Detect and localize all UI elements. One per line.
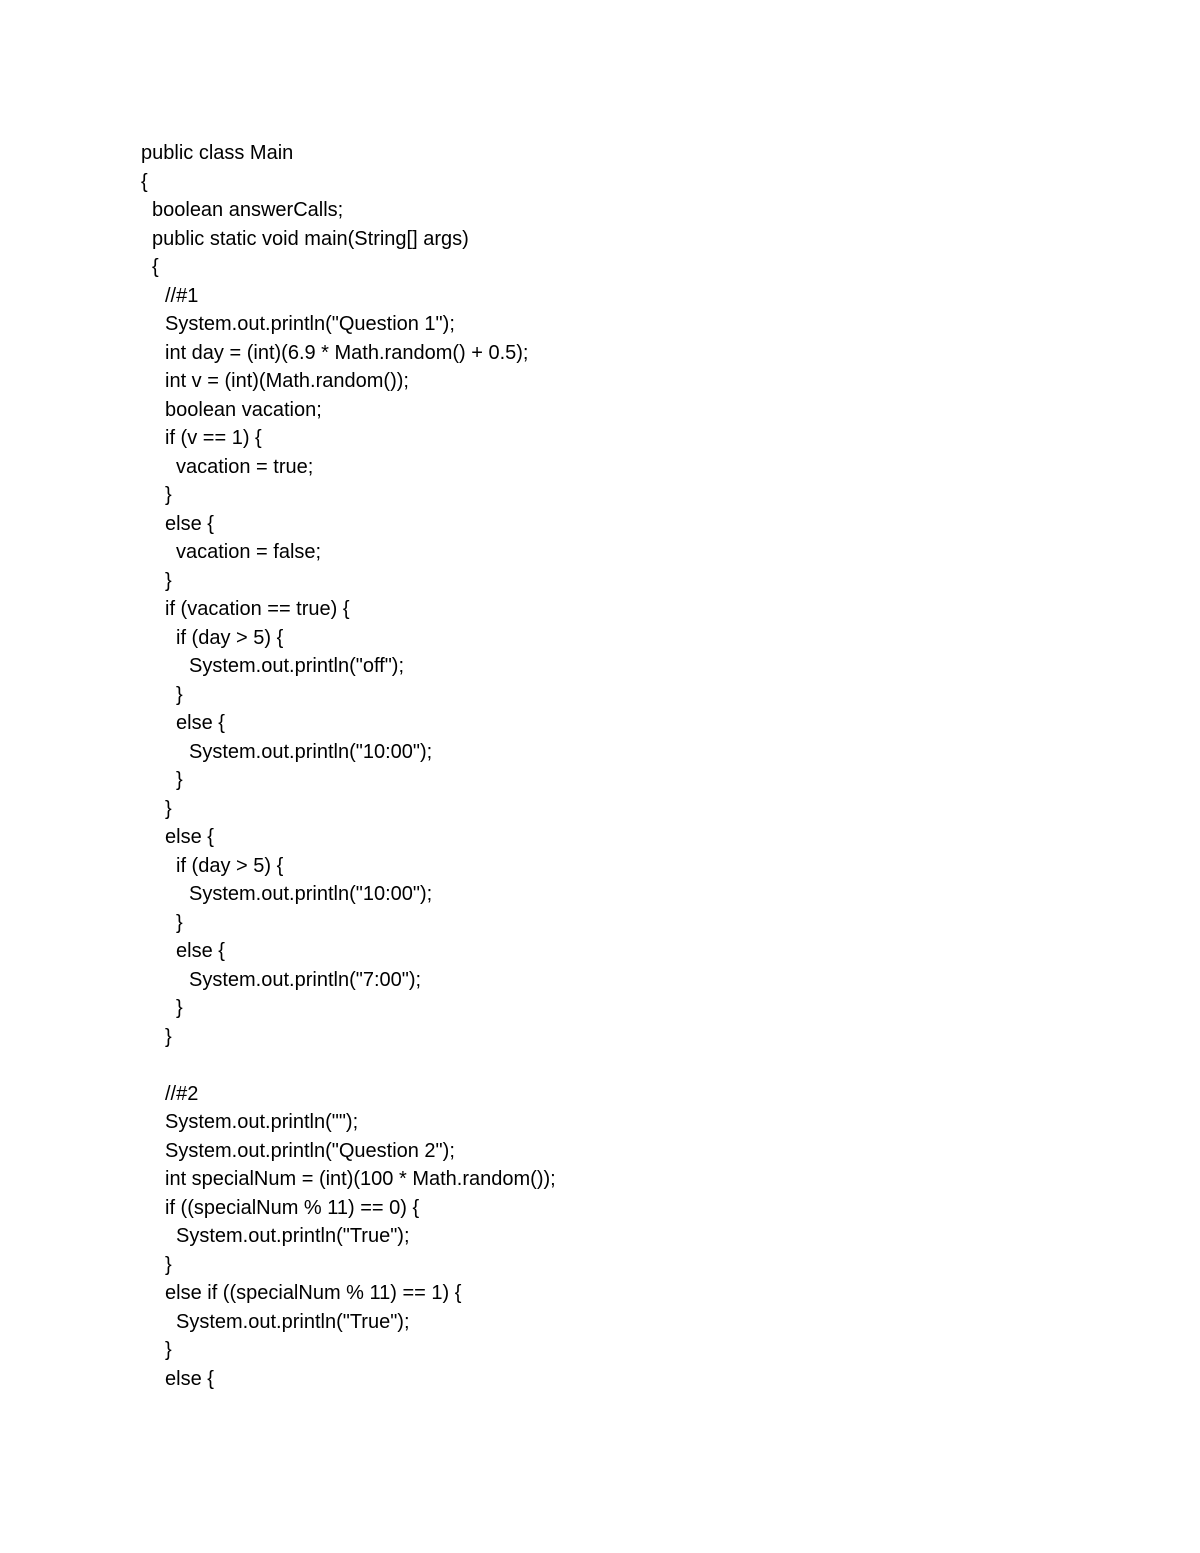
code-line: } bbox=[165, 1339, 172, 1361]
code-line: else { bbox=[165, 512, 214, 535]
code-line: if (day > 5) { bbox=[176, 854, 284, 877]
code-line: int day = (int)(6.9 * Math.random() + 0.5); bbox=[165, 341, 529, 364]
code-line: if (day > 5) { bbox=[176, 626, 284, 649]
code-line: //#2 bbox=[165, 1082, 199, 1105]
code-line: public static void main(String[] args) bbox=[152, 227, 469, 250]
code-line: } bbox=[176, 911, 183, 934]
code-line: int specialNum = (int)(100 * Math.random()); bbox=[165, 1168, 556, 1190]
code-line: if ((specialNum % 11) == 0) { bbox=[165, 1196, 420, 1219]
code-line: } bbox=[165, 569, 172, 592]
code-line: vacation = false; bbox=[176, 541, 322, 563]
code-line: { bbox=[152, 256, 159, 278]
code-line: public class Main bbox=[141, 142, 294, 164]
code-line: } bbox=[176, 683, 183, 706]
code-line: } bbox=[165, 797, 172, 820]
code-line: if (v == 1) { bbox=[165, 427, 262, 449]
code-line: else { bbox=[165, 826, 214, 848]
code-line: if (vacation == true) { bbox=[165, 598, 350, 620]
code-line: int v = (int)(Math.random()); bbox=[165, 370, 409, 392]
code-line: else { bbox=[176, 940, 225, 962]
code-line: } bbox=[165, 1253, 172, 1276]
code-line: //#1 bbox=[165, 284, 199, 307]
code-line: else { bbox=[165, 1367, 214, 1390]
code-line: System.out.println("10:00"); bbox=[189, 740, 433, 763]
code-line: vacation = true; bbox=[176, 455, 314, 478]
code-line: boolean vacation; bbox=[165, 398, 322, 421]
code-line: else if ((specialNum % 11) == 1) { bbox=[165, 1282, 462, 1304]
code-line: System.out.println(""); bbox=[165, 1111, 359, 1133]
code-line: { bbox=[141, 170, 148, 193]
code-line: System.out.println("Question 2"); bbox=[165, 1139, 455, 1162]
code-line: boolean answerCalls; bbox=[152, 199, 344, 221]
code-line: System.out.println("off"); bbox=[189, 655, 405, 677]
code-line: System.out.println("7:00"); bbox=[189, 968, 422, 991]
code-line: } bbox=[176, 769, 183, 791]
code-line bbox=[141, 1051, 556, 1080]
code-line: } bbox=[165, 484, 172, 506]
code-line: System.out.println("True"); bbox=[176, 1310, 410, 1333]
code-line: } bbox=[176, 997, 183, 1019]
code-line: System.out.println("Question 1"); bbox=[165, 313, 455, 335]
code-line: System.out.println("10:00"); bbox=[189, 883, 433, 905]
code-line: System.out.println("True"); bbox=[176, 1225, 410, 1247]
code-line: else { bbox=[176, 712, 225, 734]
code-listing bbox=[141, 139, 556, 1393]
code-line: } bbox=[165, 1025, 172, 1048]
